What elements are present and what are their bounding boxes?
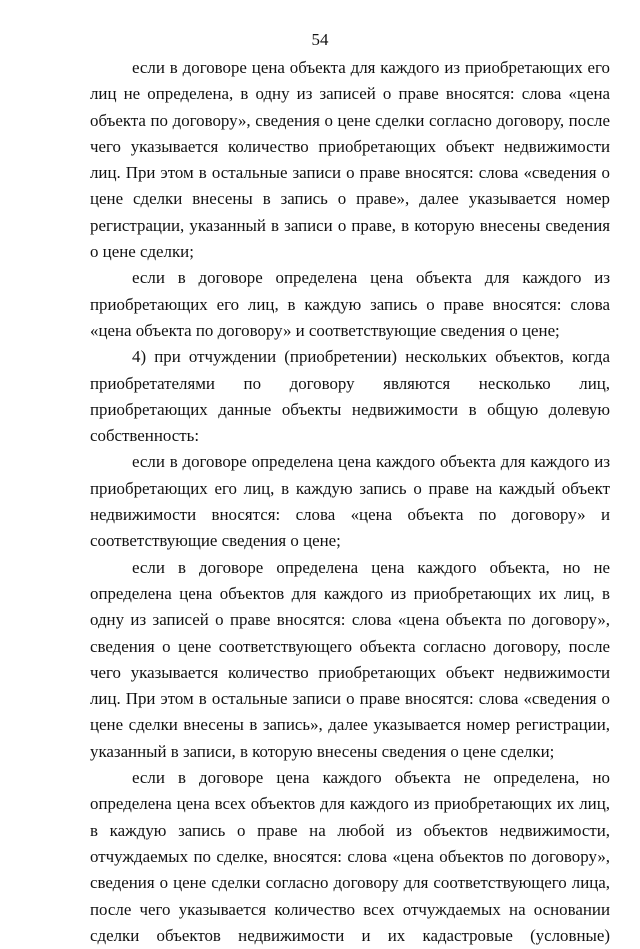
page-number: 54 bbox=[311, 30, 329, 49]
paragraph: если в договоре определена цена каждого объекта для каждого из приобретающих его лиц, в каждую запись о праве на каждый объект недвижимости вносятся: слова «цена объекта по договору» и соответствующие сведения о цене; bbox=[90, 452, 610, 551]
paragraph: если в договоре определена цена каждого объекта, но не определена цена объектов для каждого из приобретающих их лиц, в одну из записей о праве вносятся: слова «цена объекта по договору», сведения о цене соответствующего объекта согласно договору, после чего указывается количество приобретающих объект недвижимости лиц. При этом в остальные записи о праве вносятся: слова «сведения о цене сделки внесены в запись», далее указывается номер регистрации, указанный в записи, в которую внесены сведения о цене сделки; bbox=[90, 557, 610, 761]
paragraph: если в договоре цена каждого объекта не определена, но определена цена всех объектов для каждого из приобретающих их лиц, в каждую запись о праве на любой из объектов недвижимости, отчуждаемых по сделке, вносятся: слова «цена объектов по договору», сведения о цене сделки согласно договору для соответствующего лица, после чего указывается количество всех отчуждаемых на основании сделки объектов недвижимости и их кадастровые (условные) bbox=[90, 768, 610, 945]
document-body bbox=[90, 55, 610, 949]
paragraph: если в договоре определена цена объекта для каждого из приобретающих его лиц, в каждую запись о праве вносятся: слова «цена объекта по договору» и соответствующие сведения о цене; bbox=[90, 268, 610, 340]
paragraph: 4) при отчуждении (приобретении) нескольких объектов, когда приобретателями по договору являются несколько лиц, приобретающих данные объекты недвижимости в общую долевую собственность: bbox=[90, 347, 610, 446]
paragraph: если в договоре цена объекта для каждого из приобретающих его лиц не определена, в одну из записей о праве вносятся: слова «цена объекта по договору», сведения о цене сделки согласно договору, после чего указывается количество приобретающих объект недвижимости лиц. При этом в остальные записи о праве вносятся: слова «сведения о цене сделки внесены в запись о праве», далее указывается номер регистрации, указанный в записи о праве, в которую внесены сведения о цене сделки; bbox=[90, 58, 610, 262]
